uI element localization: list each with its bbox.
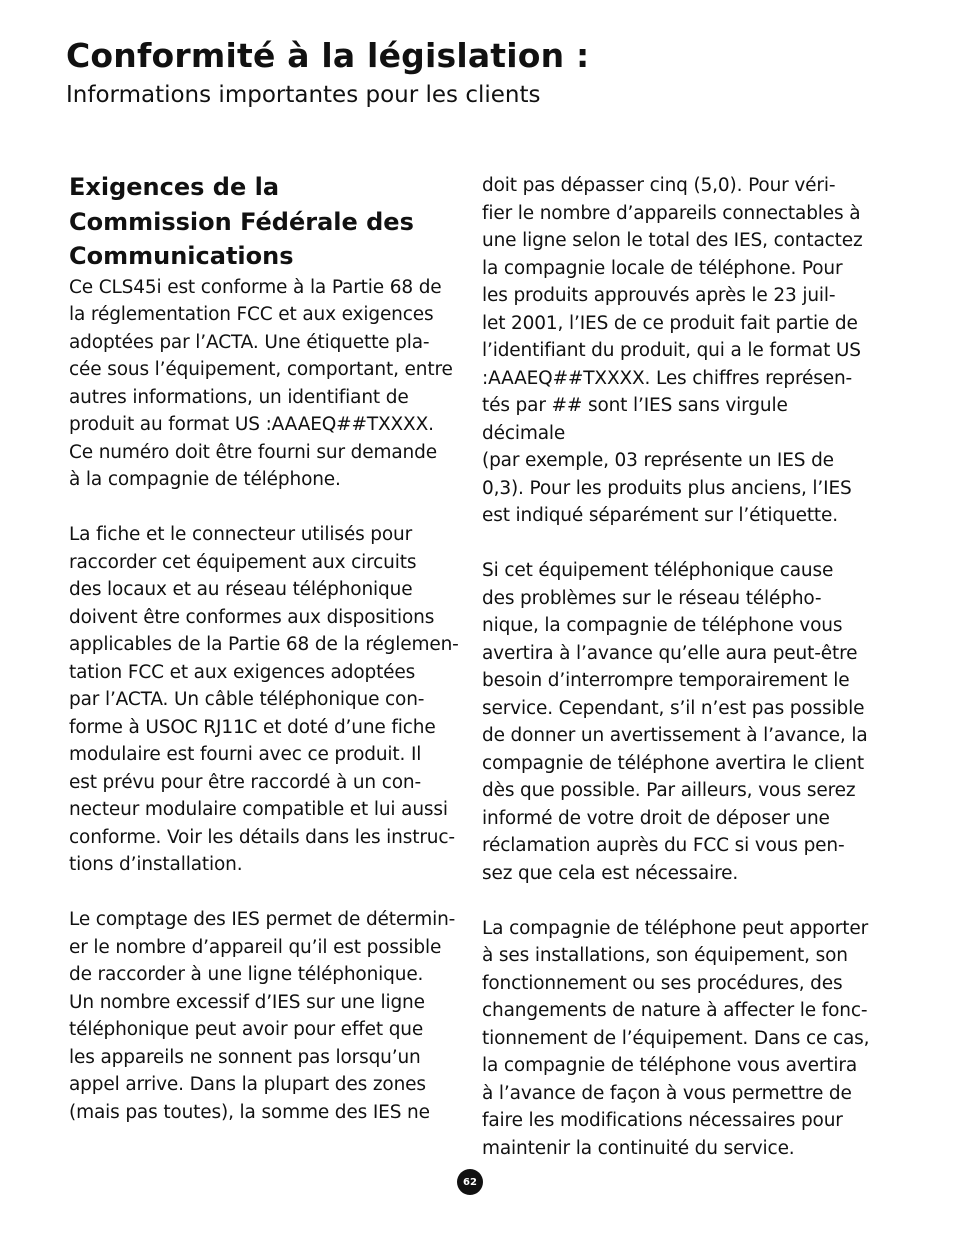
- paragraph-network-problems: Si cet équipement téléphonique cause des problèmes sur le réseau télépho- nique, la compagnie de téléphone vous avertira à l’avance qu’elle aura peut-être besoin d’interrompre temporairement le service. Cependant, s’il n’est pas possible de donner un avertissement à l’avance, la compagnie de téléphone avertira le client dès que possible. Par ailleurs, vous serez informé de votre droit de déposer une réclamation auprès du FCC si vous pen- sez que cela est nécessaire.: [482, 560, 868, 884]
- paragraph-changes: La compagnie de téléphone peut apporter à ses installations, son équipement, son fonctionnement ou ses procédures, des changements de nature à affecter le fonc- tionnement de l’équipement. Dans ce cas, la compagnie de téléphone vous avertira à l’avance de façon à vous permettre de faire les modifications nécessaires pour maintenir la continuité du service.: [482, 917, 870, 1159]
- paragraph-ies-count: Le comptage des IES permet de détermin- er le nombre d’appareil qu’il est possible de raccorder à une ligne téléphonique. Un nombre excessif d’IES sur une ligne téléphonique peut avoir pour effet que les appareils ne sonnent pas lorsqu’un appel arrive. Dans la plupart des zones (mais pas toutes), la somme des IES ne: [69, 909, 456, 1123]
- left-column: [69, 170, 461, 1126]
- paragraph-ies-continued: doit pas dépasser cinq (5,0). Pour véri- fier le nombre d’appareils connectables à une ligne selon le total des IES, contactez la compagnie locale de téléphone. Pour les produits approuvés après le 23 juil- let 2001, l’IES de ce produit fait partie de l’identifiant du produit, qui a le format US :AAAEQ##TXXXX. Les chiffres représen- tés par ## sont l’IES sans virgule décimale (par exemple, 03 représente un IES de 0,3). Pour les produits plus anciens, l’IES est indiqué séparément sur l’étiquette.: [482, 175, 863, 526]
- right-column: [482, 172, 874, 1162]
- page-subtitle: Informations importantes pour les clients: [66, 82, 541, 108]
- section-heading: Exigences de la Commission Fédérale des Communications: [69, 173, 414, 270]
- paragraph-connector: La fiche et le connecteur utilisés pour raccorder cet équipement aux circuits des locaux et au réseau téléphonique doivent être conformes aux dispositions applicables de la Partie 68 de la réglemen- tation FCC et aux exigences adoptées par l’ACTA. Un câble téléphonique con- forme à USOC RJ11C et doté d’une fiche modulaire est fourni avec ce produit. Il est prévu pour être raccordé à un con- necteur modulaire compatible et lui aussi conforme. Voir les détails dans les instruc- tions d’installation.: [69, 524, 459, 875]
- page-title: Conformité à la législation :: [66, 36, 590, 75]
- paragraph-fcc-label: Ce CLS45i est conforme à la Partie 68 de la réglementation FCC et aux exigences adoptées par l’ACTA. Une étiquette pla- cée sous l’équipement, comportant, entre autres informations, un identifiant de produit au format US :AAAEQ##TXXXX. Ce numéro doit être fourni sur demande à la compagnie de téléphone.: [69, 276, 453, 490]
- page-number-badge: 62: [457, 1169, 483, 1195]
